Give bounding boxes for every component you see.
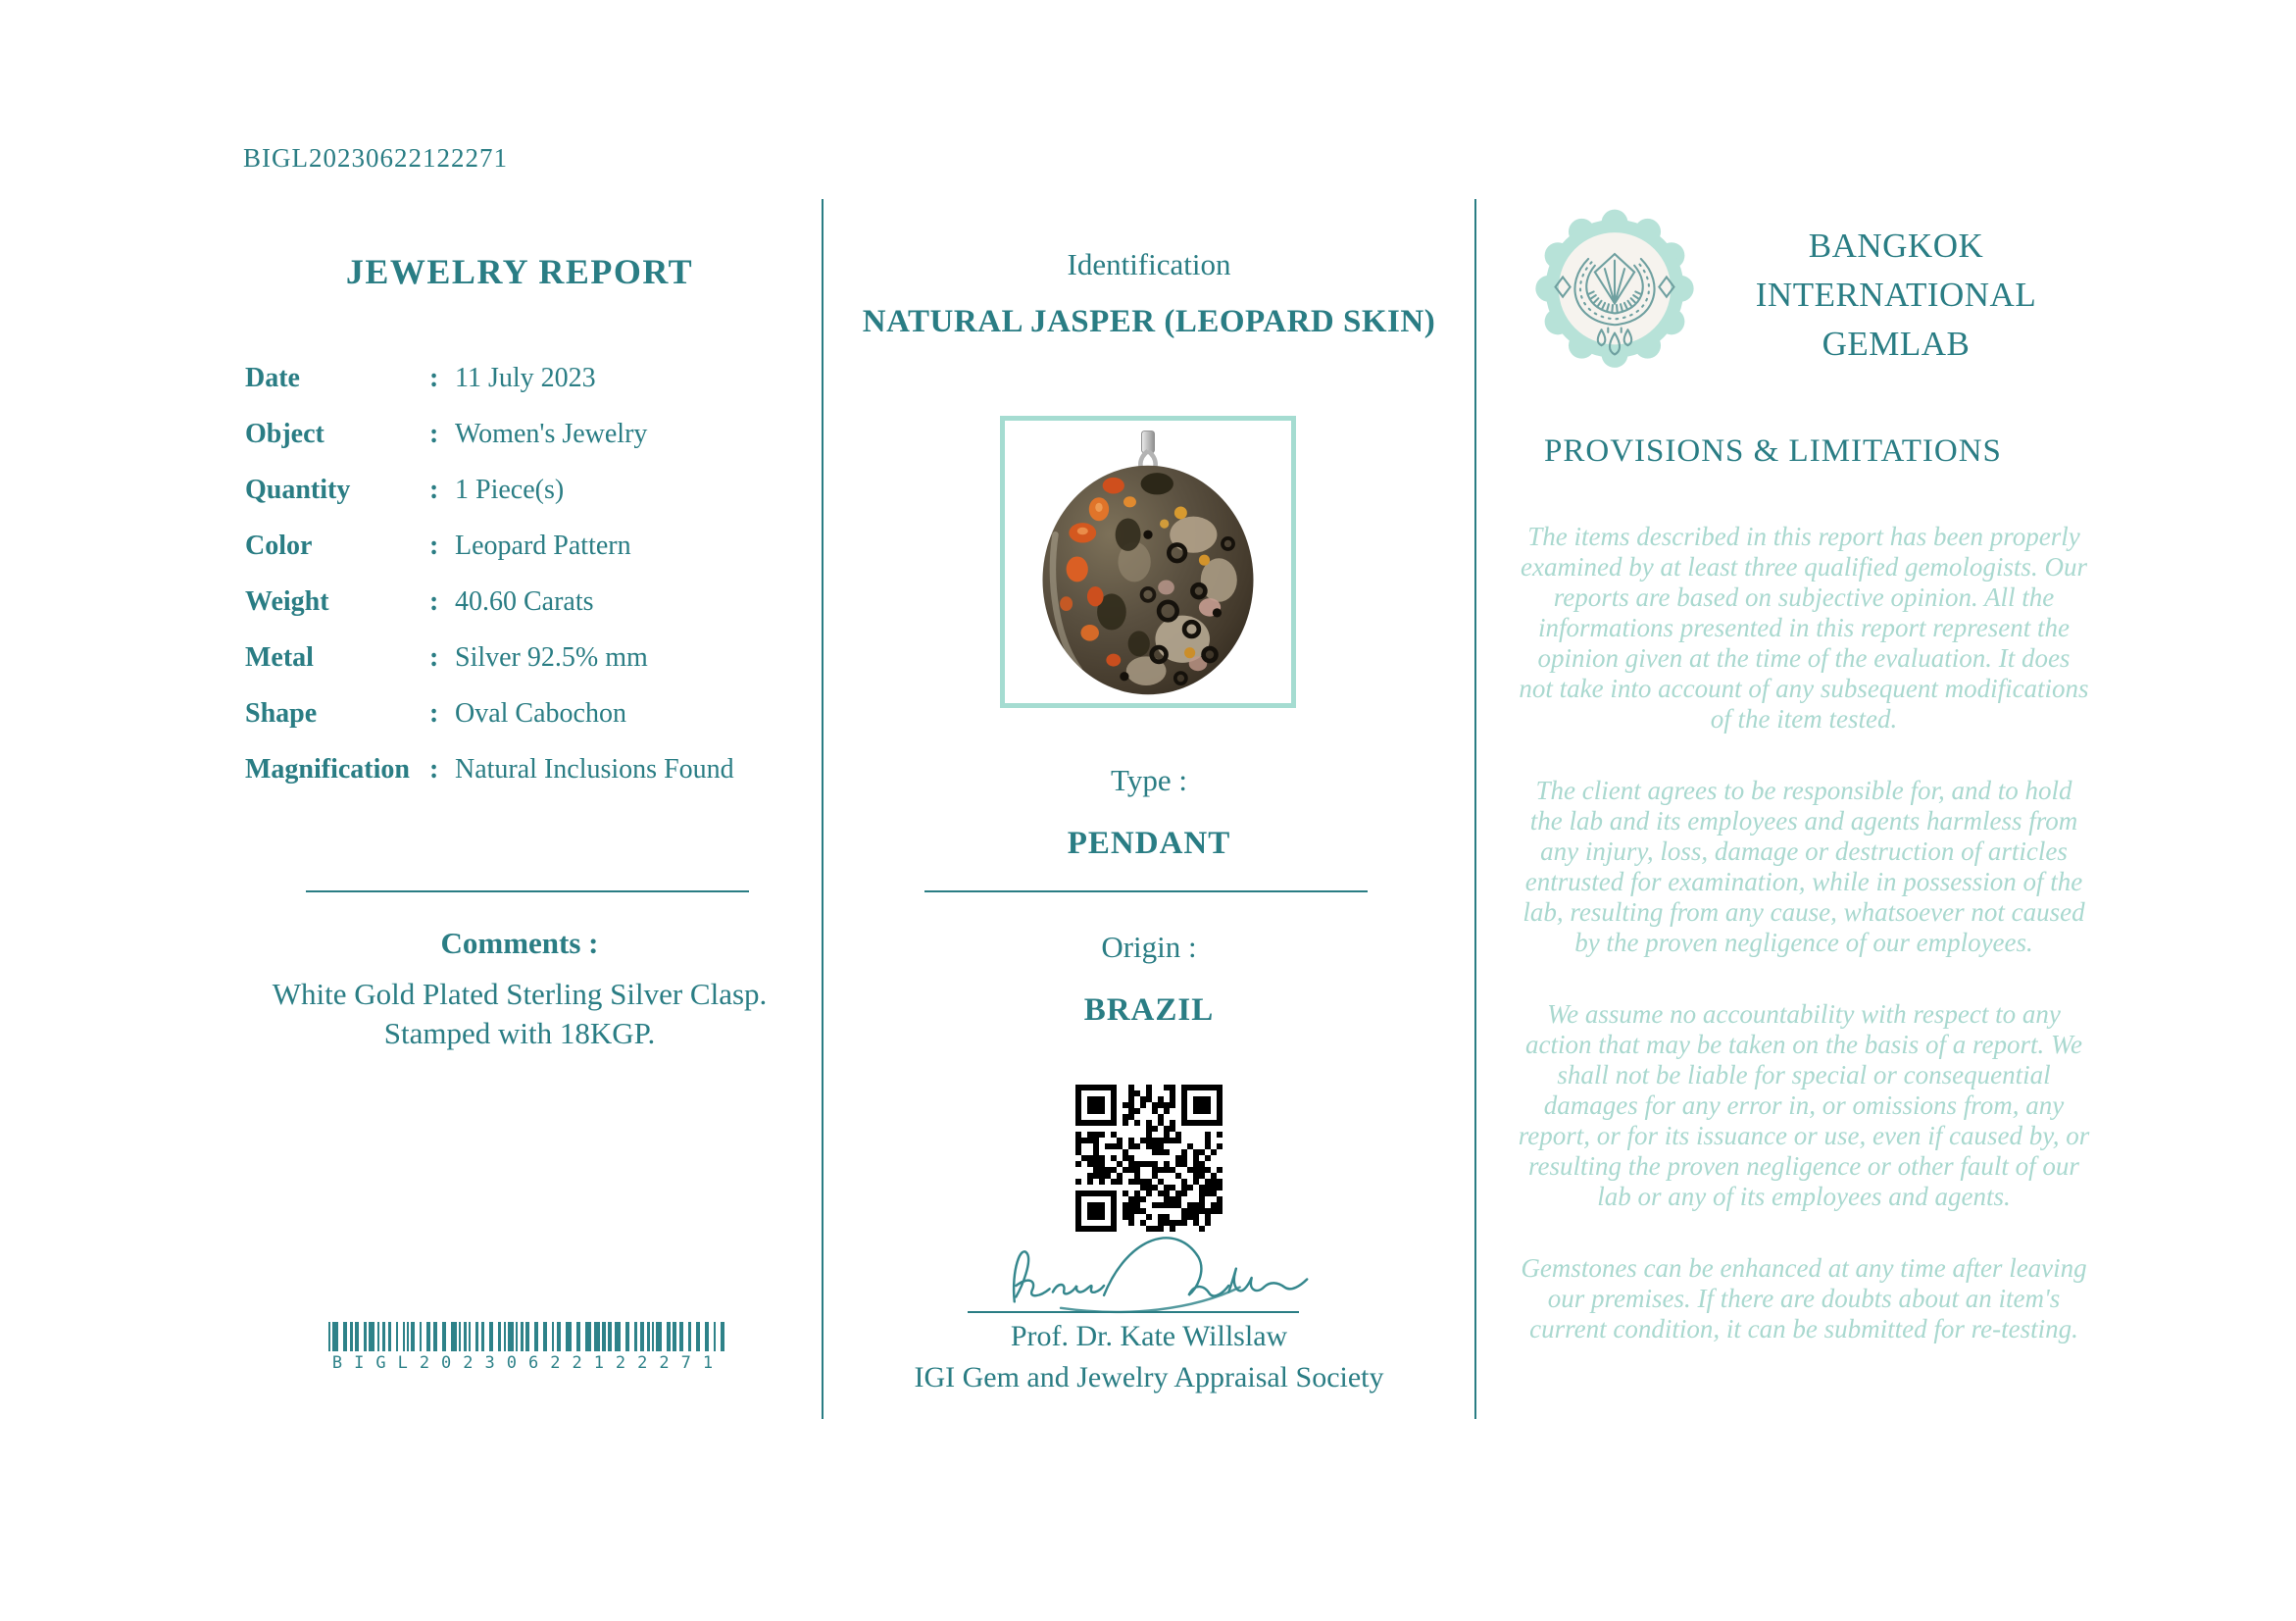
jewelry-report-title: JEWELRY REPORT — [345, 252, 694, 291]
field-label: Magnification — [245, 754, 410, 785]
field-row-magnification — [245, 754, 814, 810]
field-separator: : — [429, 642, 439, 673]
field-separator: : — [429, 475, 439, 505]
column-divider-left — [822, 199, 824, 1419]
lab-name — [1714, 222, 2078, 369]
field-value: Women's Jewelry — [455, 419, 648, 449]
field-value: 11 July 2023 — [455, 363, 596, 393]
provision-paragraph: The client agrees to be responsible for, and to hold the lab and its employees and agents harmless from any injury, loss, damage or destruction of articles entrusted for examination, while in possession of the lab, resulting from any cause, whatsoever not caused by the proven negligence of our employees. — [1522, 776, 2085, 957]
gem-name: NATURAL JASPER (LEOPARD SKIN) — [862, 304, 1436, 339]
field-value: 1 Piece(s) — [455, 475, 565, 505]
identification-heading: Identification — [1067, 247, 1231, 281]
field-label: Weight — [245, 586, 329, 617]
field-label: Metal — [245, 642, 314, 673]
signatory-name: Prof. Dr. Kate Willslaw — [1010, 1320, 1288, 1352]
field-row-metal — [245, 642, 814, 698]
comments-text — [245, 975, 794, 1053]
comments-divider — [306, 890, 749, 892]
field-label: Date — [245, 363, 300, 393]
lab-name-line: GEMLAB — [1822, 325, 1971, 363]
provisions-paragraphs — [1518, 522, 2090, 1386]
field-row-quantity — [245, 475, 814, 531]
provisions-title: PROVISIONS & LIMITATIONS — [1544, 433, 2002, 469]
field-value: Natural Inclusions Found — [455, 754, 734, 785]
field-value: Silver 92.5% mm — [455, 642, 648, 673]
field-row-shape — [245, 698, 814, 754]
provision-paragraph: The items described in this report has been properly examined by at least three qualified gemologists. Our reports are based on subjective opinion. All the informations presented in this report represent the opinion given at the time of the evaluation. It does not take into account of any subsequent modifications of the item tested. — [1519, 522, 2089, 734]
pendant-photo-frame — [1000, 416, 1296, 708]
type-heading: Type : — [1111, 763, 1187, 797]
field-separator: : — [429, 698, 439, 729]
field-row-weight — [245, 586, 814, 642]
field-label: Shape — [245, 698, 318, 729]
provision-paragraph: We assume no accountability with respect to any action that may be taken on the basis of a report. We shall not be liable for special or consequential damages for any error in, or omissions from, any report, or for its issuance or use, even if caused by, or resulting the proven negligence or other fault of our lab or any of its employees and agents. — [1518, 999, 2090, 1211]
field-label: Object — [245, 419, 324, 449]
comment-line: White Gold Plated Sterling Silver Clasp. — [272, 977, 768, 1011]
field-separator: : — [429, 419, 439, 449]
barcode-text: BIGL20230622122271 — [331, 1353, 725, 1373]
field-separator: : — [429, 531, 439, 561]
signatory-organization: IGI Gem and Jewelry Appraisal Society — [914, 1361, 1384, 1393]
column-divider-right — [1474, 199, 1476, 1419]
jewelry-fields-table — [245, 363, 814, 810]
signature-script — [966, 1212, 1338, 1316]
field-value: 40.60 Carats — [455, 586, 594, 617]
qr-code-icon — [1075, 1085, 1223, 1232]
field-separator: : — [429, 754, 439, 785]
lab-name-line: BANGKOK — [1808, 227, 1984, 265]
report-number: BIGL20230622122271 — [243, 143, 508, 173]
field-row-color — [245, 531, 814, 586]
signature-line — [968, 1311, 1299, 1313]
provision-paragraph: Gemstones can be enhanced at any time after leaving our premises. If there are doubts about an item's current condition, it can be submitted for re-testing. — [1521, 1253, 2087, 1343]
field-label: Quantity — [245, 475, 351, 505]
field-value: Oval Cabochon — [455, 698, 626, 729]
type-value: PENDANT — [1067, 826, 1231, 861]
field-separator: : — [429, 586, 439, 617]
barcode-bars-icon — [328, 1322, 728, 1351]
comment-line: Stamped with 18KGP. — [383, 1016, 656, 1050]
gem-badge-icon — [1532, 204, 1697, 386]
field-separator: : — [429, 363, 439, 393]
identification-divider — [924, 890, 1368, 892]
comments-heading: Comments : — [440, 926, 599, 960]
origin-heading: Origin : — [1101, 930, 1197, 964]
pendant-photo — [1010, 426, 1286, 698]
barcode — [328, 1322, 728, 1373]
field-row-object — [245, 419, 814, 475]
origin-value: BRAZIL — [1083, 992, 1215, 1028]
field-row-date — [245, 363, 814, 419]
field-value: Leopard Pattern — [455, 531, 631, 561]
lab-name-line: INTERNATIONAL — [1755, 276, 2037, 314]
field-label: Color — [245, 531, 313, 561]
